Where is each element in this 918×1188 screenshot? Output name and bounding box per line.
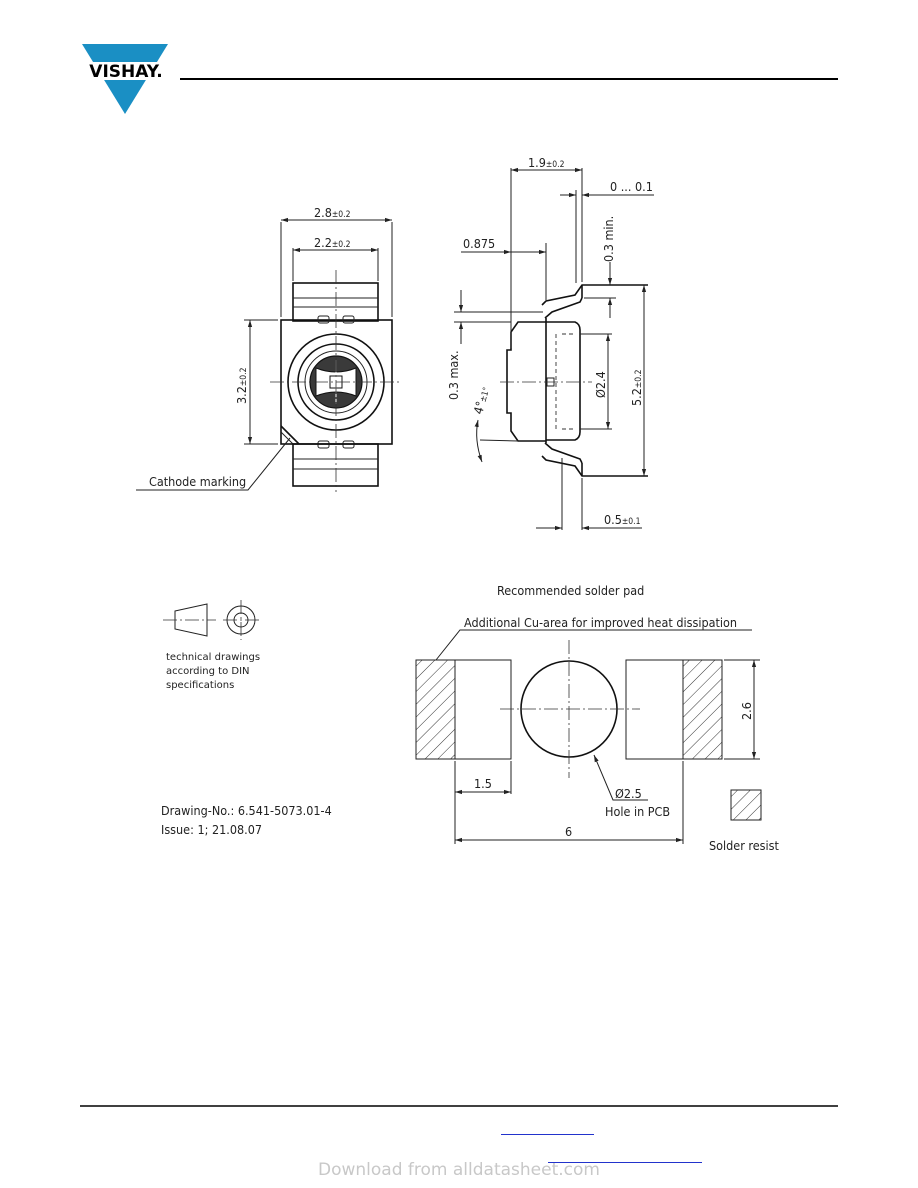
vishay-logo (78, 44, 174, 114)
dim-body-height: 3.2±0.2 (234, 367, 249, 404)
logo-text: VISHAY. (89, 62, 163, 82)
solder-pad-drawing (416, 583, 780, 853)
dim-lead-thickness: 0.5±0.1 (604, 512, 641, 527)
din-note-line1: technical drawings (166, 652, 261, 663)
pad-left (455, 660, 511, 759)
dim-total-width: 6 (565, 824, 573, 839)
drawing-issue: Issue: 1; 21.08.07 (161, 822, 263, 837)
download-watermark: Download from alldatasheet.com (318, 1160, 600, 1180)
dim-hole-diameter: Ø2.5 (615, 786, 642, 801)
pad-right (626, 660, 683, 759)
cathode-marking-label: Cathode marking (149, 474, 247, 489)
side-lens (546, 322, 580, 440)
dim-angle: 4°±1° (470, 386, 493, 416)
dim-width-inner: 2.2±0.2 (314, 235, 351, 250)
lead-bottom (293, 444, 378, 486)
dim-width-outer: 2.8±0.2 (314, 205, 351, 220)
dim-overhang: 0.3 max. (446, 350, 461, 400)
cu-area-right (683, 660, 722, 759)
solder-resist-swatch (731, 790, 761, 820)
drawing-number: Drawing-No.: 6.541-5073.01-4 (161, 803, 332, 818)
solder-resist-label: Solder resist (709, 838, 779, 853)
side-view (446, 155, 654, 530)
hole-label: Hole in PCB (605, 804, 671, 819)
dim-pad-width-label: 1.5 (474, 776, 492, 791)
cu-area-label: Additional Cu-area for improved heat dissipation (464, 615, 738, 630)
solder-pad-title: Recommended solder pad (497, 583, 645, 598)
din-projection-symbol (163, 600, 262, 691)
dim-side-depth: 1.9±0.2 (528, 155, 565, 170)
lead-top (293, 283, 378, 321)
front-view (136, 205, 402, 492)
dim-pad-height: 2.6 (739, 702, 754, 720)
footer-link-underline-1[interactable] (501, 1134, 594, 1135)
side-body (507, 322, 546, 441)
dim-lens-diameter: Ø2.4 (593, 371, 608, 398)
din-note-line3: specifications (166, 680, 235, 691)
dim-side-offset: 0 ... 0.1 (610, 179, 653, 194)
cu-area-left (416, 660, 455, 759)
din-note-line2: according to DIN (166, 666, 250, 677)
dim-lead-position: 0.875 (463, 236, 496, 251)
dim-lead-min: 0.3 min. (601, 215, 616, 262)
dim-total-height: 5.2±0.2 (629, 369, 644, 406)
